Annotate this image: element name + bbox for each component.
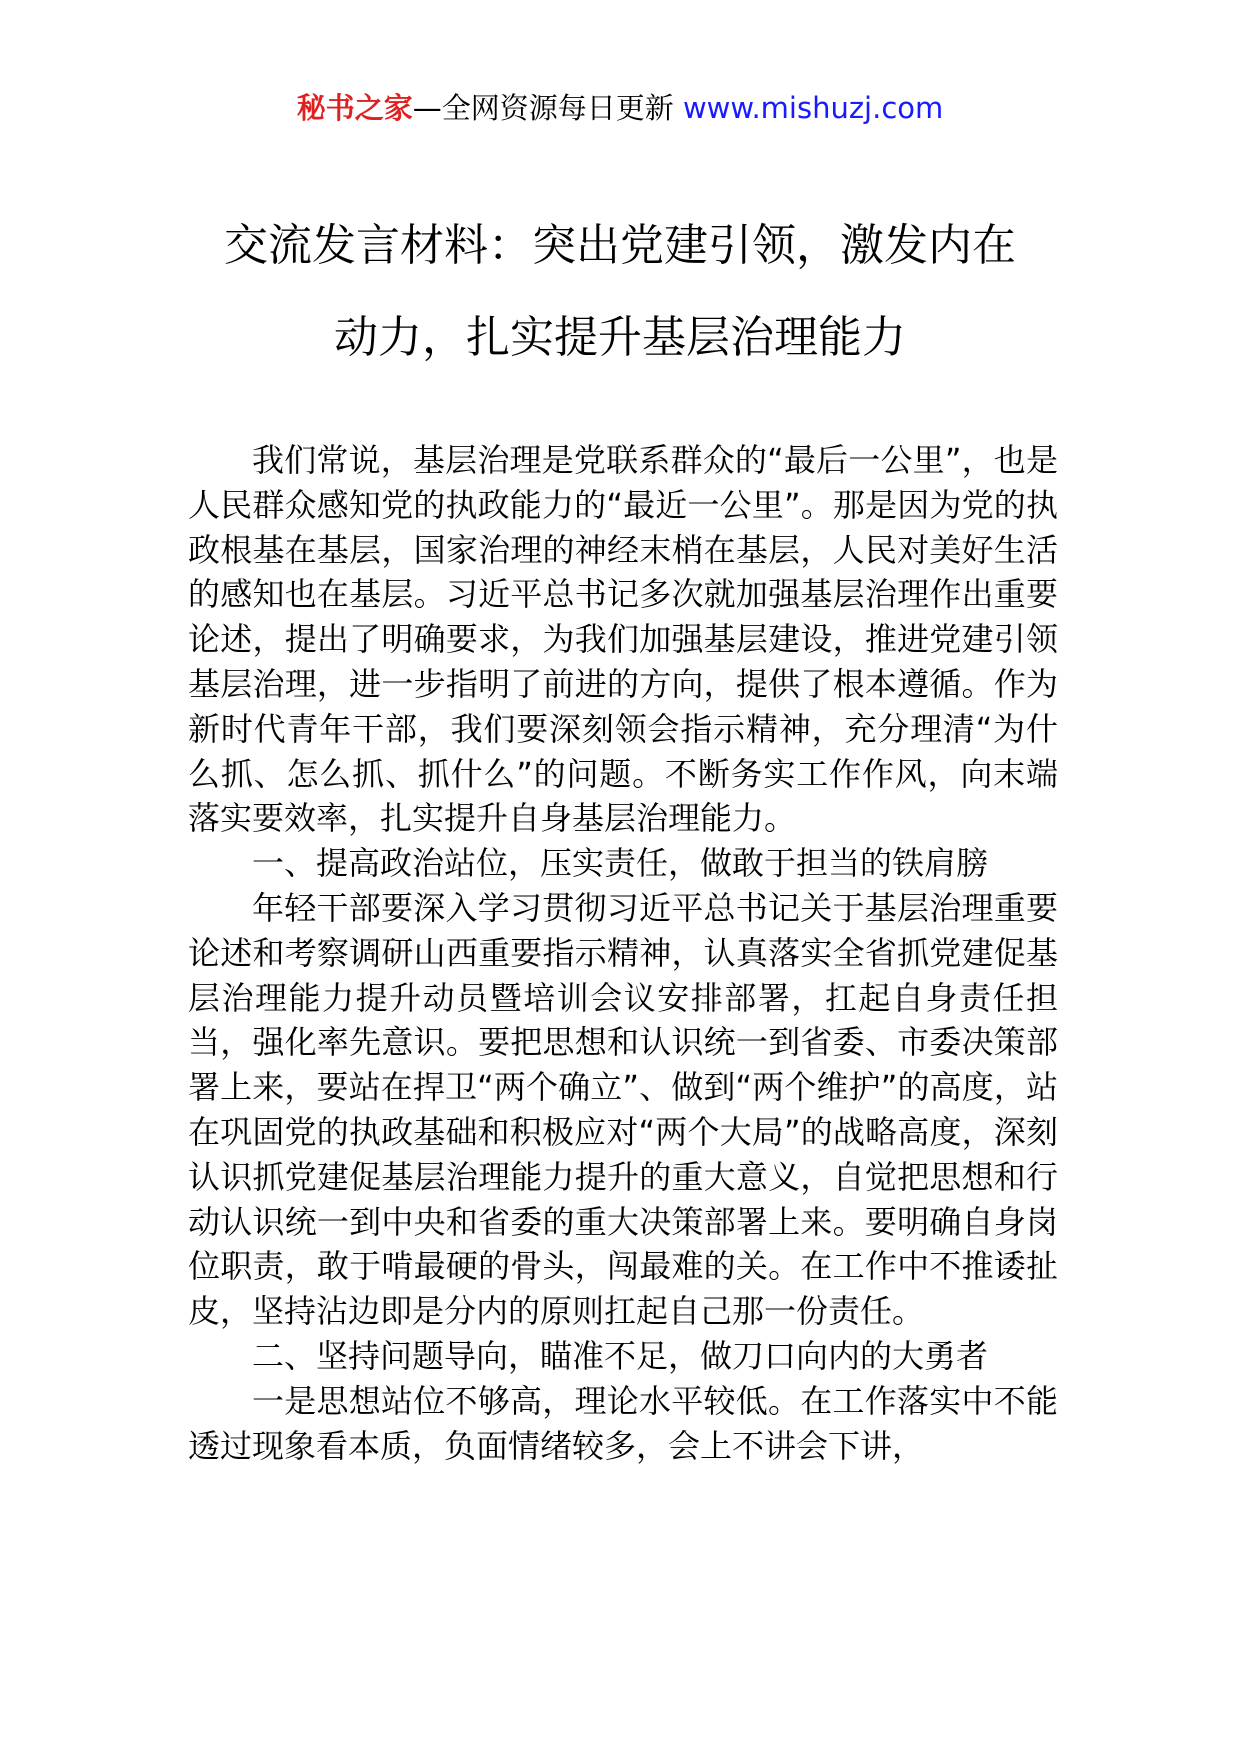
site-slogan: —全网资源每日更新 [412,91,674,125]
body-paragraph: 年轻干部要深入学习贯彻习近平总书记关于基层治理重要论述和考察调研山西重要指示精神，认真落实全省抓党建促基层治理能力提升动员暨培训会议安排部署，扛起自身责任担当，强化率先意识。要把思想和认识统一到省委、市委决策部署上来，要站在捍卫“两个确立”、做到“两个维护”的高度，站在巩固党的执政基础和积极应对“两个大局”的战略高度，深刻认识抓党建促基层治理能力提升的重大意义，自觉把思想和行动认识统一到中央和省委的重大决策部署上来。要明确自身岗位职责，敢于啃最硬的骨头，闯最难的关。在工作中不推诿扯皮，坚持沾边即是分内的原则扛起自己那一份责任。 [188,888,1058,1331]
document-title-line-2: 动力，扎实提升基层治理能力 [334,312,906,363]
document-title [120,200,1120,384]
site-header [0,88,1240,128]
site-brand: 秘书之家 [296,91,413,125]
body-paragraph: 我们常说，基层治理是党联系群众的“最后一公里”，也是人民群众感知党的执政能力的“最近一公里”。那是因为党的执政根基在基层，国家治理的神经末梢在基层，人民对美好生活的感知也在基层。习近平总书记多次就加强基层治理作出重要论述，提出了明确要求，为我们加强基层建设，推进党建引领基层治理，进一步指明了前进的方向，提供了根本遵循。作为新时代青年干部，我们要深刻领会指示精神，充分理清“为什么抓、怎么抓、抓什么”的问题。不断务实工作作风，向末端落实要效率，扎实提升自身基层治理能力。 [188,441,1058,838]
section-heading: 二、坚持问题导向，瞄准不足，做刀口向内的大勇者 [252,1336,989,1375]
body-paragraph: 一是思想站位不够高，理论水平较低。在工作落实中不能透过现象看本质，负面情绪较多，会上不讲会下讲， [188,1381,1058,1465]
document-title-line-1: 交流发言材料：突出党建引领，激发内在 [224,220,1016,271]
document-body [188,438,1058,1468]
site-url-link[interactable]: www.mishuzj.com [682,91,944,125]
section-heading: 一、提高政治站位，压实责任，做敢于担当的铁肩膀 [252,844,989,883]
